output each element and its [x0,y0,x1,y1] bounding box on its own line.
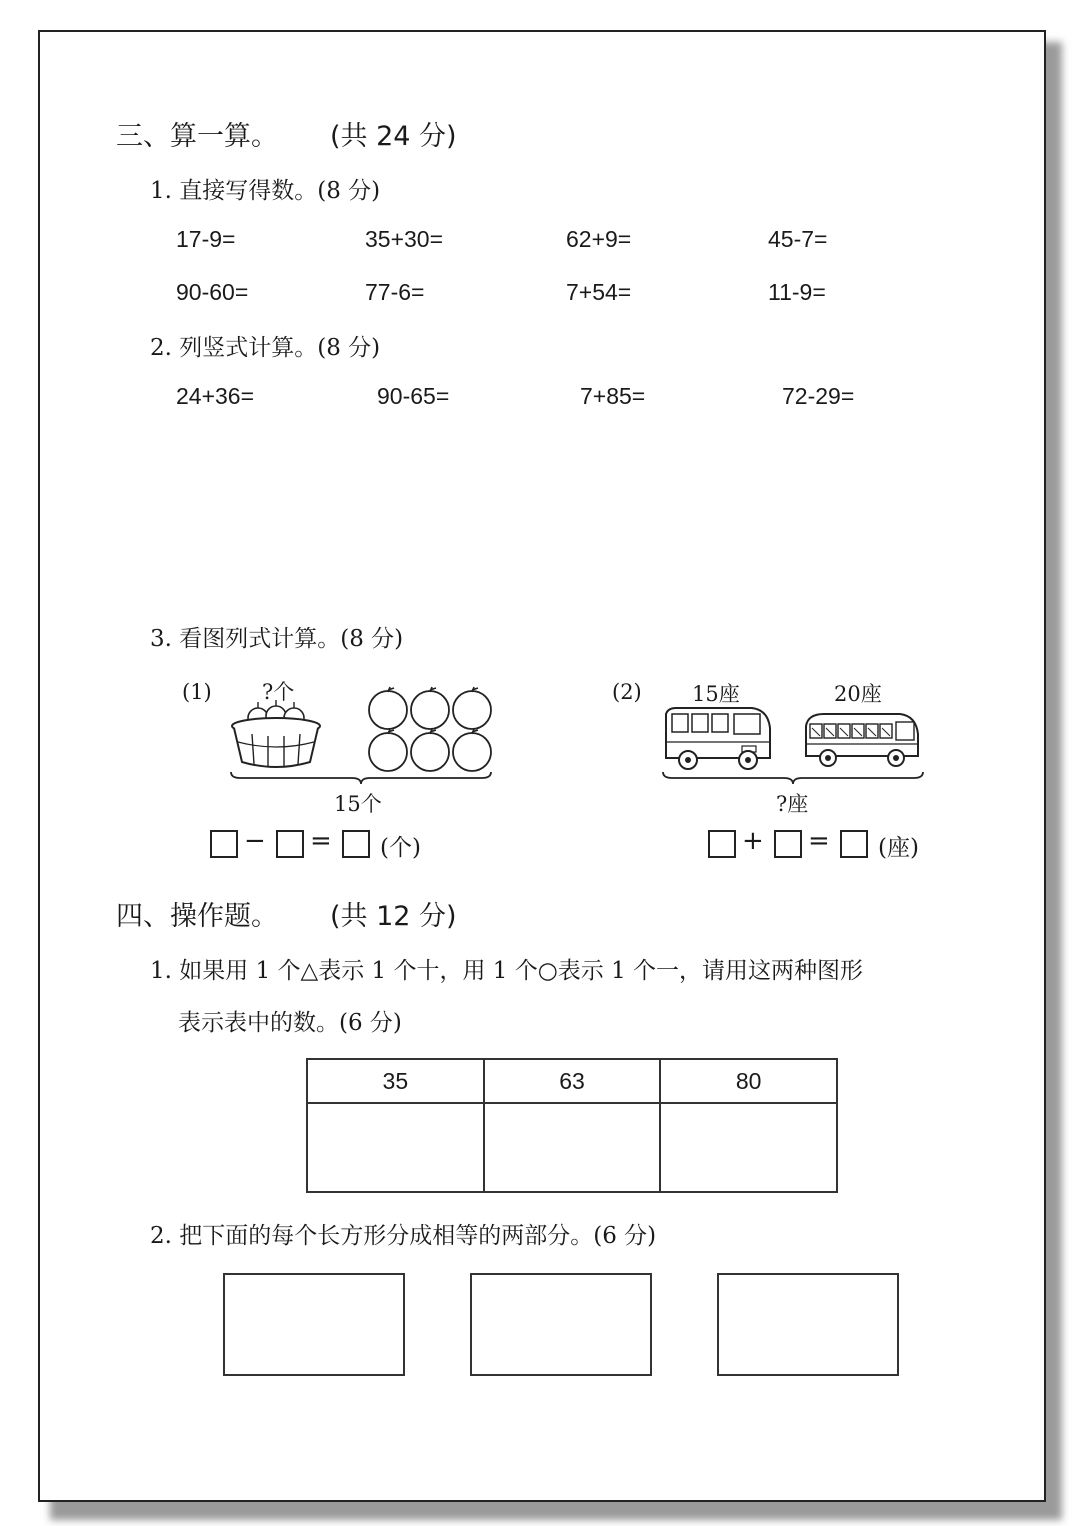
answer-box[interactable] [276,830,304,858]
part1-total-label: 15个 [334,792,382,816]
answer-box[interactable] [210,830,238,858]
table-header-cell: 63 [484,1059,661,1103]
section3-title: 三、算一算。 [116,121,278,152]
q1-item: 45-7= [768,226,828,252]
minus-sign: − [244,826,266,856]
part2-left-label: 15座 [692,682,740,706]
table-answer-cell[interactable] [484,1103,661,1192]
q2-item: 24+36= [176,383,255,409]
part1-top-label: ?个 [262,680,295,704]
table-header-cell: 80 [660,1059,837,1103]
s4-q1-line1: 1. 如果用 1 个△表示 1 个十，用 1 个○表示 1 个一，请用这两种图形 [150,958,864,984]
section4-points: (共 12 分) [330,901,457,932]
s4-q2-title: 2. 把下面的每个长方形分成相等的两部分。(6 分) [150,1223,657,1249]
rectangle-shape[interactable] [717,1273,899,1376]
part2-unit: (座) [878,835,919,861]
brace-total-1 [228,770,494,786]
equals-sign: = [310,826,332,856]
rectangle-shape[interactable] [223,1273,405,1376]
q1-item: 90-60= [176,279,249,305]
apple-basket-icon [228,694,324,770]
q1-item: 62+9= [566,226,632,252]
answer-box[interactable] [840,830,868,858]
q2-item: 7+85= [580,383,646,409]
part2-tag: (2) [612,680,642,704]
q3-title: 3. 看图列式计算。(8 分) [150,626,404,652]
q1-item: 11-9= [768,279,826,305]
rectangle-shape[interactable] [470,1273,652,1376]
answer-box[interactable] [774,830,802,858]
minibus-icon [660,706,774,772]
s4-q1-line2: 表示表中的数。(6 分) [178,1010,402,1036]
table-answer-cell[interactable] [307,1103,484,1192]
part2-total-label: ?座 [776,792,809,816]
section4-title: 四、操作题。 [116,901,278,932]
apples-group-icon [364,686,496,776]
brace-total-2 [660,770,926,786]
q1-title: 1. 直接写得数。(8 分) [150,178,381,204]
q2-item: 90-65= [377,383,450,409]
q1-item: 77-6= [365,279,425,305]
part1-unit: (个) [380,835,421,861]
bus-icon [802,710,920,770]
number-table [306,1058,838,1193]
answer-box[interactable] [342,830,370,858]
q1-item: 17-9= [176,226,236,252]
table-answer-cell[interactable] [660,1103,837,1192]
q1-item: 35+30= [365,226,444,252]
q2-item: 72-29= [782,383,855,409]
answer-box[interactable] [708,830,736,858]
part2-right-label: 20座 [834,682,882,706]
table-header-cell: 35 [307,1059,484,1103]
part1-tag: (1) [182,680,212,704]
section3-points: (共 24 分) [330,121,457,152]
q1-item: 7+54= [566,279,632,305]
plus-sign: + [742,826,764,856]
equals-sign: = [808,826,830,856]
q2-title: 2. 列竖式计算。(8 分) [150,335,381,361]
